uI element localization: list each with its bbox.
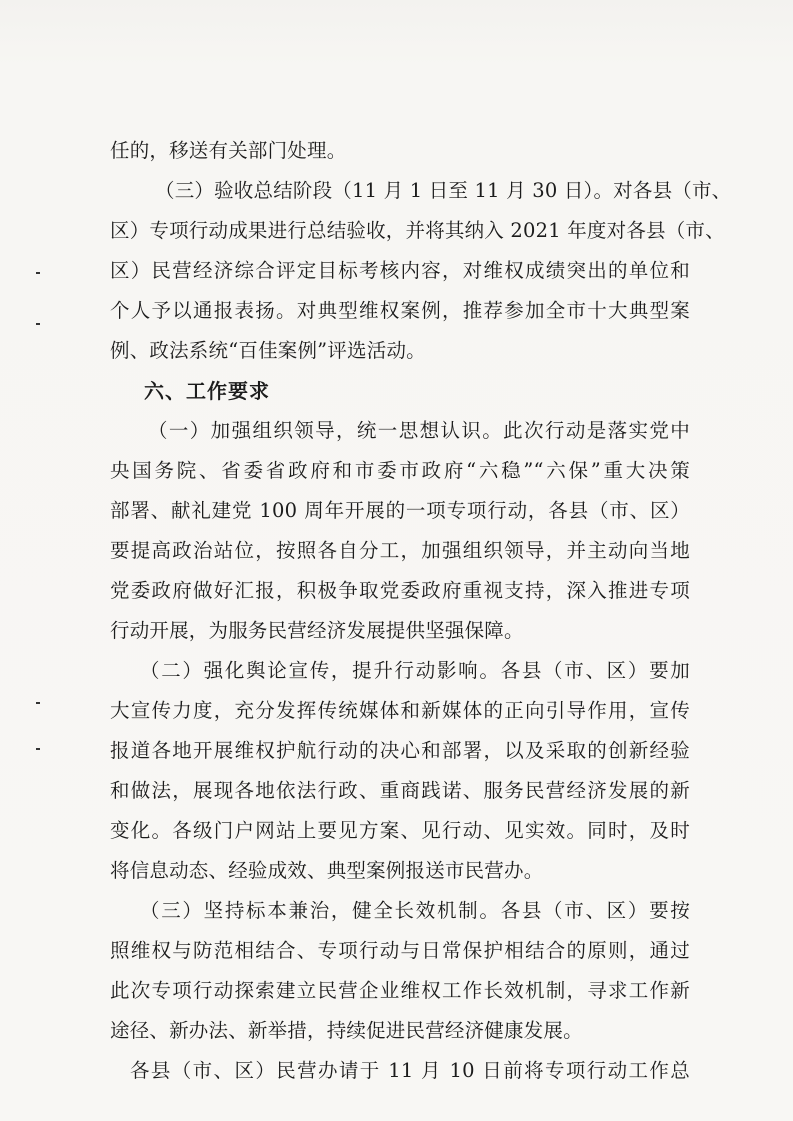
- text-line: 变化。各级门户网站上要见方案、见行动、见实效。同时，及时: [110, 819, 690, 842]
- text-line: 个人予以通报表扬。对典型维权案例，推荐参加全市十大典型案: [110, 299, 690, 322]
- text-line: 将信息动态、经验成效、典型案例报送市民营办。: [110, 859, 544, 882]
- text-line: 和做法，展现各地依法行政、重商践诺、服务民营经济发展的新: [110, 779, 690, 802]
- text-line: 央国务院、省委省政府和市委市政府“六稳”“六保”重大决策: [110, 459, 690, 482]
- binding-mark: [36, 702, 40, 704]
- text-line: 任的，移送有关部门处理。: [110, 139, 347, 162]
- text-line: 各县（市、区）民营办请于 11 月 10 日前将专项行动工作总: [130, 1059, 690, 1082]
- text-line: 报道各地开展维权护航行动的决心和部署，以及采取的创新经验: [110, 739, 690, 762]
- text-line: （二）强化舆论宣传，提升行动影响。各县（市、区）要加: [140, 659, 690, 682]
- section-heading: 六、工作要求: [144, 379, 270, 403]
- text-line: 行动开展，为服务民营经济发展提供坚强保障。: [110, 619, 524, 642]
- text-line: 大宣传力度，充分发挥传统媒体和新媒体的正向引导作用，宣传: [110, 699, 690, 722]
- text-line: （三）验收总结阶段（11 月 1 日至 11 月 30 日）。对各县（市、: [155, 179, 732, 202]
- text-line: 区）民营经济综合评定目标考核内容，对维权成绩突出的单位和: [110, 259, 690, 282]
- text-line: 此次专项行动探索建立民营企业维权工作长效机制，寻求工作新: [110, 979, 690, 1002]
- text-line: （三）坚持标本兼治，健全长效机制。各县（市、区）要按: [140, 899, 690, 922]
- text-line: 例、政法系统“百佳案例”评选活动。: [110, 339, 426, 362]
- binding-mark: [36, 748, 40, 750]
- text-line: 区）专项行动成果进行总结验收，并将其纳入 2021 年度对各县（市、: [110, 219, 725, 242]
- text-line: （一）加强组织领导，统一思想认识。此次行动是落实党中: [148, 419, 690, 442]
- text-line: 照维权与防范相结合、专项行动与日常保护相结合的原则，通过: [110, 939, 690, 962]
- binding-mark: [36, 272, 40, 274]
- text-line: 部署、献礼建党 100 周年开展的一项专项行动，各县（市、区）: [110, 499, 690, 522]
- text-line: 要提高政治站位，按照各自分工，加强组织领导，并主动向当地: [110, 539, 690, 562]
- text-line: 党委政府做好汇报，积极争取党委政府重视支持，深入推进专项: [110, 579, 690, 602]
- binding-mark: [36, 323, 40, 325]
- text-line: 途径、新办法、新举措，持续促进民营经济健康发展。: [110, 1019, 583, 1042]
